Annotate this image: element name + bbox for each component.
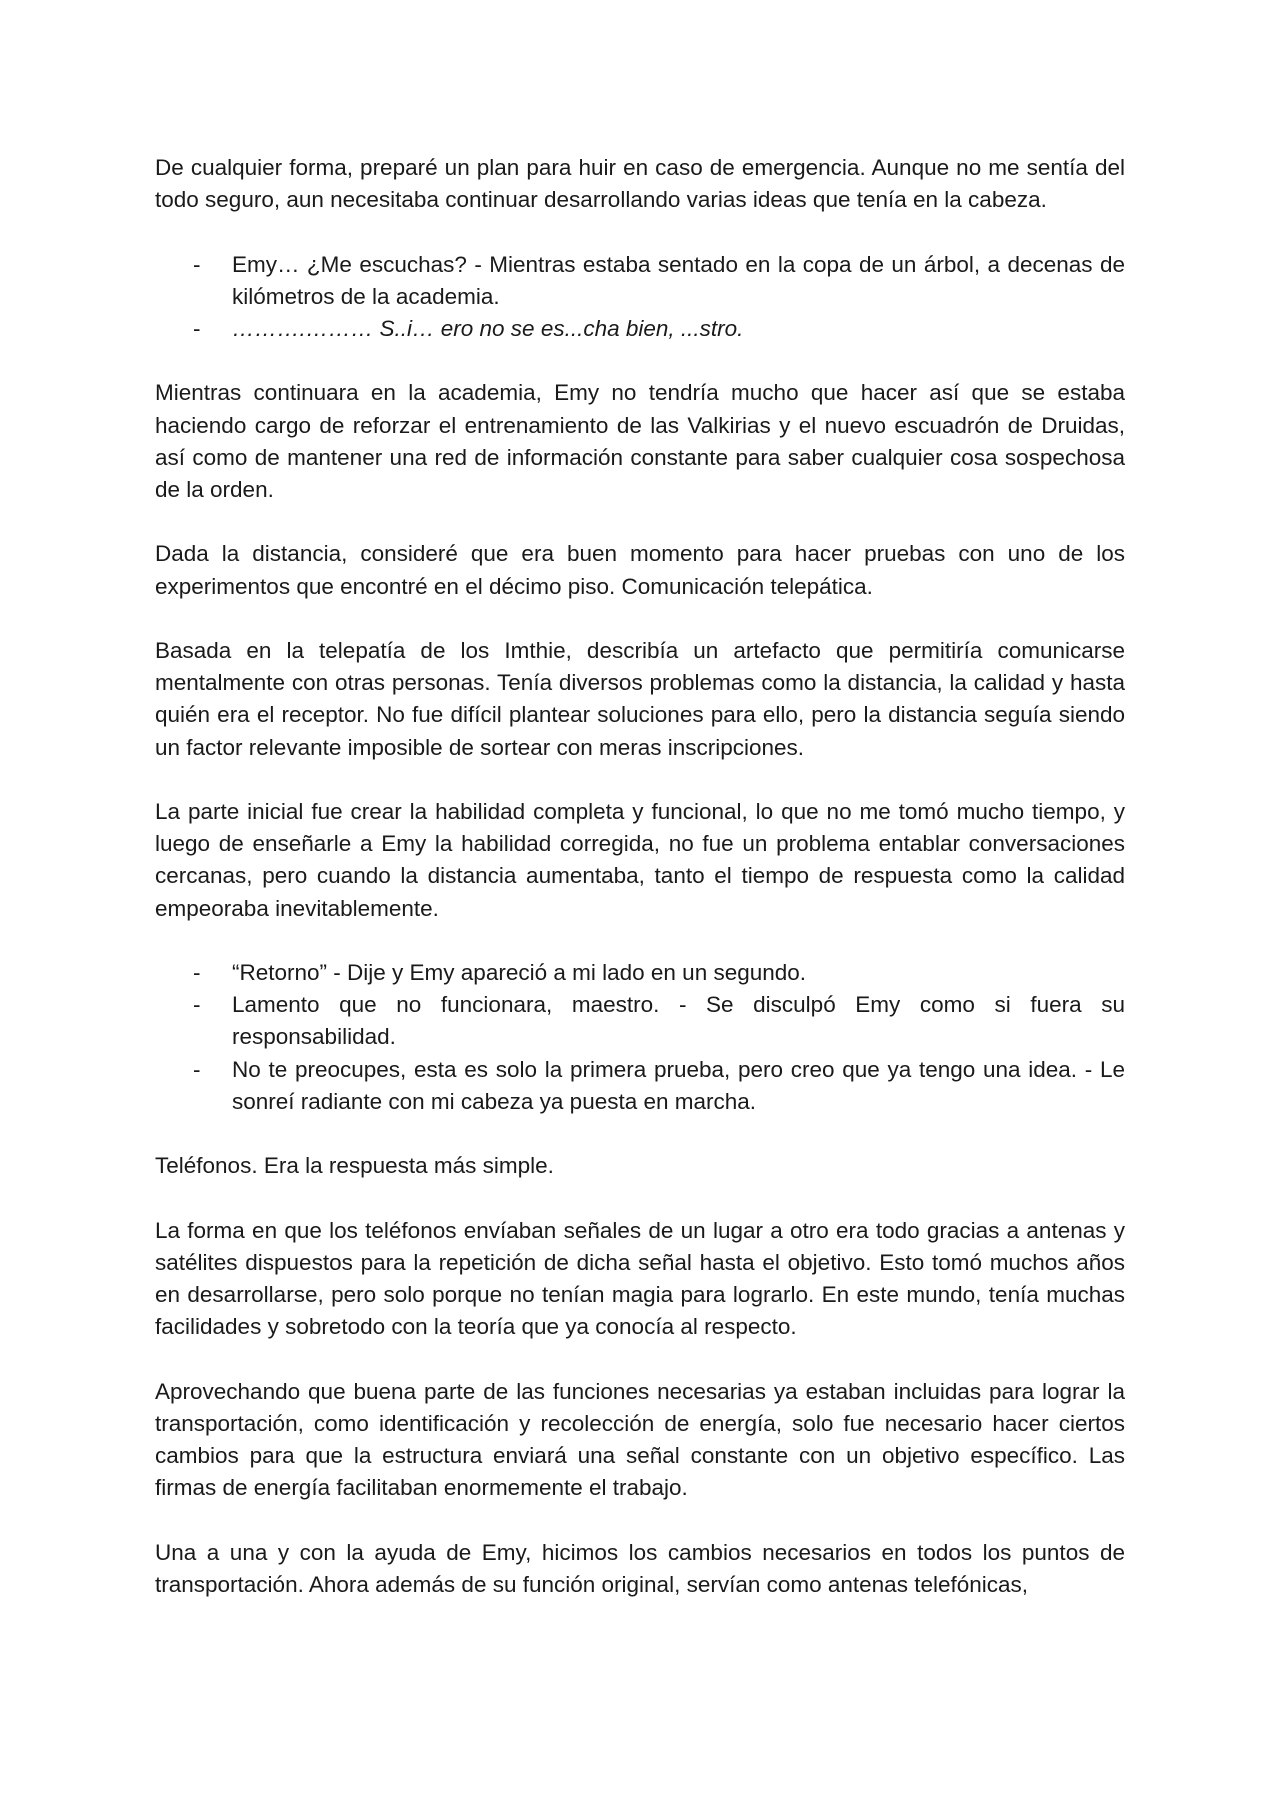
dialogue-list-2 xyxy=(155,957,1125,1118)
paragraph-antennas: Una a una y con la ayuda de Emy, hicimos los cambios necesarios en todos los puntos de transportación. Ahora además de su función original, servían como antenas telefónicas, xyxy=(155,1539,1125,1597)
dash-marker: - xyxy=(193,959,201,985)
dash-marker: - xyxy=(193,992,201,1018)
paragraph-signals: La forma en que los teléfonos envíaban señales de un lugar a otro era todo gracias a antenas y satélites dispuestos para la repetición de dicha señal hasta el objetivo. Esto tomó muchos años en desarrollarse, pero solo porque no tenían magia para lograrlo. En este mundo, tenía muchas facilidades y sobretodo con la teoría que ya conocía al respecto. xyxy=(155,1217,1125,1340)
dialogue-text: “Retorno” - Dije y Emy apareció a mi lado en un segundo. xyxy=(232,959,807,985)
dash-marker: - xyxy=(193,251,201,277)
dialogue-text: Lamento que no funcionara, maestro. - Se disculpó Emy como si fuera su responsabilidad. xyxy=(232,992,1125,1050)
dash-marker: - xyxy=(193,316,201,341)
paragraph-transport: Aprovechando que buena parte de las funciones necesarias ya estaban incluidas para lograr la transportación, como identificación y recolección de energía, solo fue necesario hacer ciertos cambios para que la estructura enviará una señal constante con un objetivo específico. Las firmas de energía facilitaban enormemente el trabajo. xyxy=(155,1378,1125,1501)
paragraph-ability: La parte inicial fue crear la habilidad completa y funcional, lo que no me tomó mucho tiempo, y luego de enseñarle a Emy la habilidad corregida, no fue un problema entablar conversaciones cercanas, pero cuando la distancia aumentaba, tanto el tiempo de respuesta como la calidad empeoraba inevitablemente. xyxy=(155,798,1125,921)
dash-marker: - xyxy=(193,1056,201,1082)
dialogue-text: No te preocupes, esta es solo la primera prueba, pero creo que ya tengo una idea. - Le sonreí radiante con mi cabeza ya puesta en marcha. xyxy=(232,1056,1125,1114)
paragraph-academy: Mientras continuara en la academia, Emy no tendría mucho que hacer así que se estaba haciendo cargo de reforzar el entrenamiento de las Valkirias y el nuevo escuadrón de Druidas, así como de mantener una red de información constante para saber cualquier cosa sospechosa de la orden. xyxy=(155,380,1125,502)
dialogue-line xyxy=(155,249,1125,313)
dialogue-line xyxy=(155,989,1125,1053)
paragraph-escape-plan: De cualquier forma, preparé un plan para huir en caso de emergencia. Aunque no me sentía del todo seguro, aun necesitaba continuar desarrollando varias ideas que tenía en la cabeza. xyxy=(155,155,1125,213)
dialogue-text: Emy… ¿Me escuchas? - Mientras estaba sentado en la copa de un árbol, a decenas de kilómetros de la academia. xyxy=(232,251,1125,309)
dialogue-text-italic: ……….……… S..i… ero no se es...cha bien, ...stro. xyxy=(232,316,744,341)
dialogue-list-1 xyxy=(155,249,1125,346)
document-page xyxy=(155,152,1125,1633)
paragraph-distance: Dada la distancia, consideré que era buen momento para hacer pruebas con uno de los experimentos que encontré en el décimo piso. Comunicación telepática. xyxy=(155,541,1125,599)
dialogue-line xyxy=(155,1054,1125,1118)
dialogue-line xyxy=(155,957,1125,989)
paragraph-telepathy: Basada en la telepatía de los Imthie, describía un artefacto que permitiría comunicarse mentalmente con otras personas. Tenía diversos problemas como la distancia, la calidad y hasta quién era el receptor. No fue difícil plantear soluciones para ello, pero la distancia seguía siendo un factor relevante imposible de sortear con meras inscripciones. xyxy=(155,637,1125,760)
paragraph-phones: Teléfonos. Era la respuesta más simple. xyxy=(155,1153,554,1179)
dialogue-line xyxy=(155,313,1125,345)
